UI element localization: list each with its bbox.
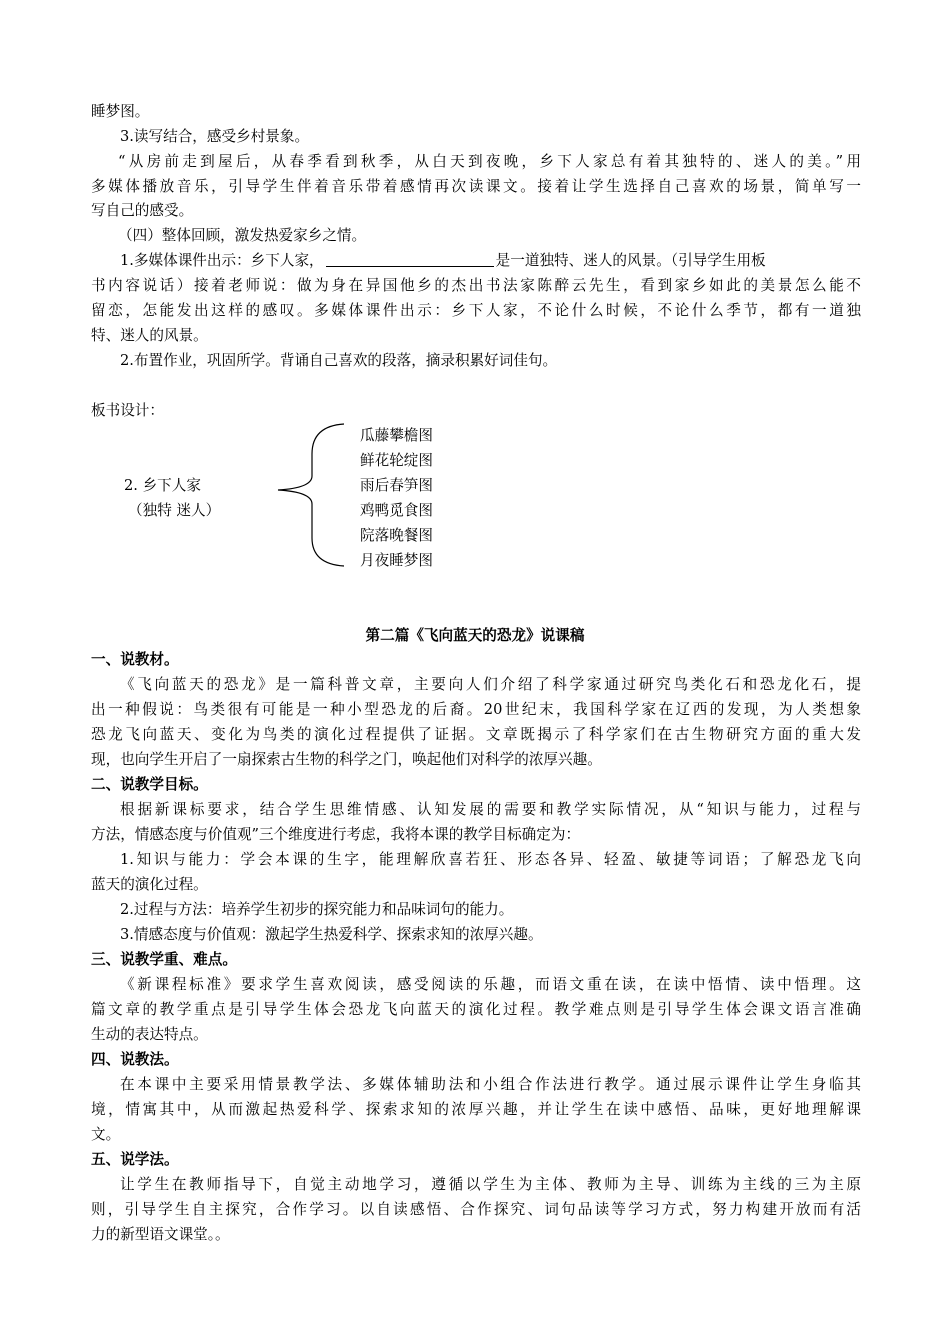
board-title: 2. 乡下人家 (124, 477, 201, 494)
board-subtitle: （独特 迷人） (128, 502, 221, 519)
text-line: 3.情感态度与价值观：激起学生热爱科学、探索求知的浓厚兴趣。 (120, 926, 543, 943)
article-title: 第二篇《飞向蓝天的恐龙》说课稿 (365, 627, 585, 644)
text-line (120, 249, 861, 273)
text-line: 则，引导学生自主探究，合作学习。以自读感悟、合作探究、词句品读等学习方式，努力构建开放而有活 (91, 1201, 861, 1218)
text-line: 1.知识与能力：学会本课的生字，能理解欣喜若狂、形态各异、轻盈、敏捷等词语；了解恐龙飞向 (120, 851, 861, 868)
text-segment: 1.多媒体课件出示：乡下人家， (120, 252, 324, 269)
board-item: 雨后春笋图 (360, 477, 433, 494)
section-heading: 五、说学法。 (91, 1151, 179, 1168)
text-line: 蓝天的演化过程。 (91, 876, 208, 893)
text-line: 写自己的感受。 (91, 202, 194, 219)
text-line: “从房前走到屋后，从春季看到秋季，从白天到夜晚，乡下人家总有着其独特的、迷人的美。”用 (118, 153, 861, 170)
section-heading: 四、说教法。 (91, 1051, 179, 1068)
brace-shape (270, 420, 360, 570)
text-line: 根据新课标要求，结合学生思维情感、认知发展的需要和教学实际情况，从“知识与能力，过程与 (120, 801, 861, 818)
text-line: 现，也向学生开启了一扇探索古生物的科学之门，唤起他们对科学的浓厚兴趣。 (91, 751, 602, 768)
board-item: 瓜藤攀檐图 (360, 427, 433, 444)
text-line: 《新课程标准》要求学生喜欢阅读，感受阅读的乐趣，而语文重在读，在读中悟情、读中悟理。这 (120, 976, 861, 993)
text-line: 恐龙飞向蓝天、变化为鸟类的演化过程提供了证据。文章既揭示了科学家们在古生物研究方面的重大发 (91, 726, 861, 743)
board-item: 鲜花轮绽图 (360, 452, 433, 469)
text-line: 生动的表达特点。 (91, 1026, 208, 1043)
text-segment: 是一道独特、迷人的风景。（引导学生用板 (495, 252, 766, 269)
text-line: 出一种假说：鸟类很有可能是一种小型恐龙的后裔。20世纪末，我国科学家在辽西的发现，为人类想象 (91, 701, 861, 718)
text-line: （四）整体回顾，激发热爱家乡之情。 (118, 227, 367, 244)
fill-in-blank (326, 250, 494, 267)
text-line: 3.读写结合，感受乡村景象。 (120, 128, 310, 145)
text-line: 《飞向蓝天的恐龙》是一篇科普文章，主要向人们介绍了科学家通过研究鸟类化石和恐龙化石，提 (120, 676, 861, 693)
text-line: 在本课中主要采用情景教学法、多媒体辅助法和小组合作法进行教学。通过展示课件让学生身临其 (120, 1076, 861, 1093)
section-heading: 三、说教学重、难点。 (91, 951, 237, 968)
text-line: 2.过程与方法：培养学生初步的探究能力和品味词句的能力。 (120, 901, 514, 918)
text-line: 板书设计： (91, 402, 164, 419)
text-line: 睡梦图。 (91, 103, 150, 120)
text-line: 特、迷人的风景。 (91, 327, 208, 344)
text-line: 力的新型语文课堂。。 (91, 1226, 230, 1243)
text-line: 2.布置作业，巩固所学。背诵自己喜欢的段落，摘录积累好词佳句。 (120, 352, 558, 369)
text-line: 多媒体播放音乐，引导学生伴着音乐带着感情再次读课文。接着让学生选择自己喜欢的场景，简单写一 (91, 178, 861, 195)
text-line: 书内容说话）接着老师说：做为身在异国他乡的杰出书法家陈醉云先生，看到家乡如此的美景怎么能不 (91, 277, 861, 294)
board-item: 院落晚餐图 (360, 527, 433, 544)
text-line: 境，情寓其中，从而激起热爱科学、探索求知的浓厚兴趣，并让学生在读中感悟、品味，更好地理解课 (91, 1101, 861, 1118)
text-line: 文。 (91, 1126, 121, 1143)
board-item: 月夜睡梦图 (360, 552, 433, 569)
board-item: 鸡鸭觅食图 (360, 502, 433, 519)
text-line: 留恋，怎能发出这样的感叹。多媒体课件出示：乡下人家，不论什么时候，不论什么季节，都有一道独 (91, 302, 861, 319)
text-line: 方法，情感态度与价值观”三个维度进行考虑，我将本课的教学目标确定为： (91, 826, 581, 843)
text-line: 篇文章的教学重点是引导学生体会恐龙飞向蓝天的演化过程。教学难点则是引导学生体会课文语言准确 (91, 1001, 861, 1018)
section-heading: 二、说教学目标。 (91, 776, 208, 793)
text-line: 让学生在教师指导下，自觉主动地学习，遵循以学生为主体、教师为主导、训练为主线的三为主原 (120, 1176, 861, 1193)
section-heading: 一、说教材。 (91, 651, 179, 668)
